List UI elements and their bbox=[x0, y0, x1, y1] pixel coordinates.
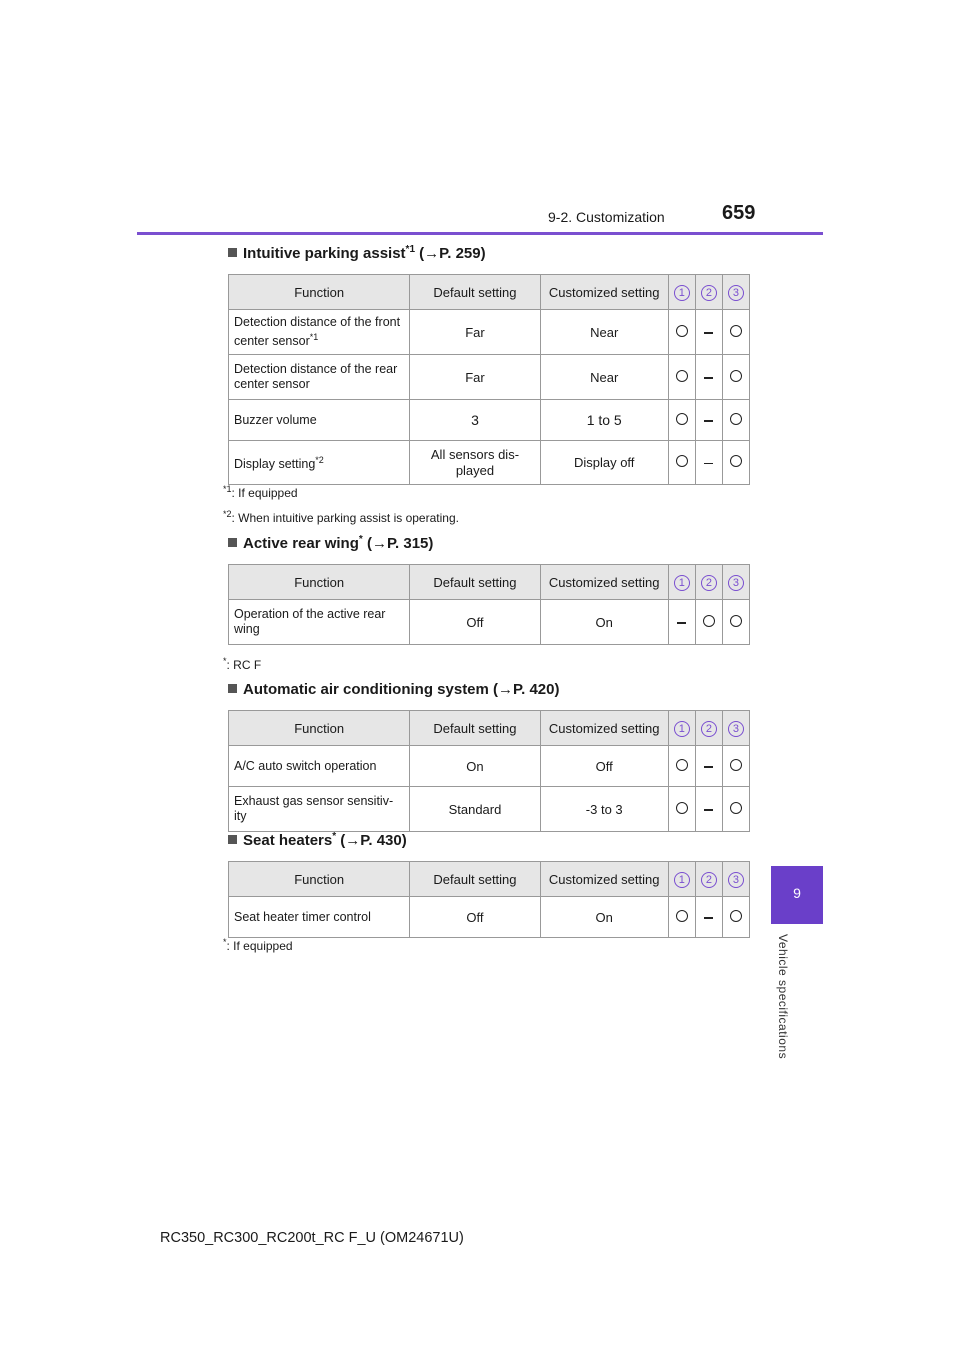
header-default: Default setting bbox=[410, 711, 540, 746]
default-cell: Far bbox=[410, 355, 540, 400]
number-2-icon: 2 bbox=[701, 575, 717, 591]
number-1-icon: 1 bbox=[674, 721, 690, 737]
section-title-seat-heaters: Seat heaters* (→P. 430) bbox=[228, 831, 407, 849]
square-bullet-icon bbox=[228, 684, 237, 693]
table-row bbox=[229, 355, 750, 400]
unavailable-mark-icon bbox=[704, 377, 713, 379]
header-function: Function bbox=[229, 711, 410, 746]
chapter-tab: 9 bbox=[771, 866, 823, 924]
header-divider bbox=[137, 232, 823, 235]
available-mark-icon bbox=[730, 370, 742, 382]
available-mark-icon bbox=[730, 455, 742, 467]
unavailable-mark-icon bbox=[677, 622, 686, 624]
number-3-icon: 3 bbox=[728, 575, 744, 591]
available-mark-icon bbox=[676, 370, 688, 382]
available-mark-icon bbox=[676, 413, 688, 425]
table-header-row bbox=[229, 565, 750, 600]
header-default: Default setting bbox=[410, 275, 540, 310]
table-row bbox=[229, 600, 750, 645]
unavailable-mark-icon bbox=[704, 809, 713, 811]
table-row bbox=[229, 897, 750, 938]
header-customized: Customized setting bbox=[540, 711, 668, 746]
square-bullet-icon bbox=[228, 538, 237, 547]
customized-cell: On bbox=[540, 600, 668, 645]
table-header-row bbox=[229, 862, 750, 897]
table-row bbox=[229, 400, 750, 441]
air-conditioning-table bbox=[228, 710, 750, 832]
default-cell: Off bbox=[410, 897, 540, 938]
available-mark-icon bbox=[676, 455, 688, 467]
function-cell: Buzzer volume bbox=[229, 400, 410, 441]
function-cell: Detection distance of the rear center sensor bbox=[229, 355, 410, 400]
header-function: Function bbox=[229, 275, 410, 310]
default-cell: Off bbox=[410, 600, 540, 645]
default-cell: 3 bbox=[410, 400, 540, 441]
header-function: Function bbox=[229, 862, 410, 897]
unavailable-mark-icon bbox=[704, 420, 713, 422]
function-cell: Operation of the active rear wing bbox=[229, 600, 410, 645]
available-mark-icon bbox=[676, 802, 688, 814]
default-cell: On bbox=[410, 746, 540, 787]
function-cell: A/C auto switch operation bbox=[229, 746, 410, 787]
unavailable-mark-icon bbox=[704, 332, 713, 334]
available-mark-icon bbox=[676, 910, 688, 922]
default-cell: Far bbox=[410, 310, 540, 355]
header-customized: Customized setting bbox=[540, 565, 668, 600]
default-cell: Standard bbox=[410, 787, 540, 832]
table-header-row bbox=[229, 711, 750, 746]
customized-cell: Near bbox=[540, 310, 668, 355]
chapter-label: Vehicle specifications bbox=[776, 934, 790, 1060]
customized-cell: Near bbox=[540, 355, 668, 400]
table-row bbox=[229, 441, 750, 485]
available-mark-icon bbox=[703, 615, 715, 627]
customized-cell: On bbox=[540, 897, 668, 938]
page-number: 659 bbox=[722, 202, 756, 224]
number-2-icon: 2 bbox=[701, 285, 717, 301]
section-heading: 9-2. Customization bbox=[548, 209, 665, 225]
available-mark-icon bbox=[676, 325, 688, 337]
active-rear-wing-table bbox=[228, 564, 750, 645]
document-code: RC350_RC300_RC200t_RC F_U (OM24671U) bbox=[160, 1230, 464, 1246]
default-cell: All sensors dis-played bbox=[410, 441, 540, 485]
available-mark-icon bbox=[730, 802, 742, 814]
number-1-icon: 1 bbox=[674, 575, 690, 591]
customized-cell: 1 to 5 bbox=[540, 400, 668, 441]
square-bullet-icon bbox=[228, 248, 237, 257]
number-2-icon: 2 bbox=[701, 872, 717, 888]
seat-heaters-table bbox=[228, 861, 750, 938]
unavailable-mark-icon bbox=[704, 917, 713, 919]
number-3-icon: 3 bbox=[728, 872, 744, 888]
page-reference[interactable]: (→P. 315) bbox=[366, 535, 434, 552]
function-cell: Display setting$^{*2}$ bbox=[229, 441, 410, 485]
number-1-icon: 1 bbox=[674, 285, 690, 301]
section-title-air-conditioning: Automatic air conditioning system (→P. 420) bbox=[228, 681, 559, 698]
number-3-icon: 3 bbox=[728, 721, 744, 737]
available-mark-icon bbox=[730, 615, 742, 627]
header-customized: Customized setting bbox=[540, 862, 668, 897]
customized-cell: -3 to 3 bbox=[540, 787, 668, 832]
available-mark-icon bbox=[730, 413, 742, 425]
function-cell: Seat heater timer control bbox=[229, 897, 410, 938]
page-reference[interactable]: (→P. 430) bbox=[340, 832, 407, 849]
unavailable-mark-icon bbox=[704, 766, 713, 768]
parking-assist-table bbox=[228, 274, 750, 485]
number-1-icon: 1 bbox=[674, 872, 690, 888]
table-row bbox=[229, 310, 750, 355]
available-mark-icon bbox=[730, 325, 742, 337]
table-row bbox=[229, 787, 750, 832]
function-cell: Detection distance of the front center sensor$^{*1}$ bbox=[229, 310, 410, 355]
available-mark-icon bbox=[730, 759, 742, 771]
page-reference[interactable]: (→P. 420) bbox=[493, 681, 560, 698]
table-header-row bbox=[229, 275, 750, 310]
available-mark-icon bbox=[730, 910, 742, 922]
header-customized: Customized setting bbox=[540, 275, 668, 310]
footnote: *: RC F bbox=[223, 656, 262, 672]
page-reference[interactable]: (→P. 259) bbox=[419, 245, 486, 262]
footnote: *: If equipped bbox=[223, 937, 293, 953]
footnote: $^{*1}$: If equipped bbox=[223, 484, 298, 500]
header-default: Default setting bbox=[410, 565, 540, 600]
customized-cell: Display off bbox=[540, 441, 668, 485]
customized-cell: Off bbox=[540, 746, 668, 787]
square-bullet-icon bbox=[228, 835, 237, 844]
number-2-icon: 2 bbox=[701, 721, 717, 737]
section-title-active-rear-wing: Active rear wing* (→P. 315) bbox=[228, 534, 433, 552]
number-3-icon: 3 bbox=[728, 285, 744, 301]
footnote: $^{*2}$: When intuitive parking assist is operating. bbox=[223, 509, 459, 525]
header-default: Default setting bbox=[410, 862, 540, 897]
section-title-parking-assist: Intuitive parking assist$^{*1}$ (→P. 259) bbox=[228, 244, 486, 262]
available-mark-icon bbox=[676, 759, 688, 771]
header-function: Function bbox=[229, 565, 410, 600]
table-row bbox=[229, 746, 750, 787]
unavailable-mark-icon bbox=[704, 463, 713, 465]
function-cell: Exhaust gas sensor sensitiv-ity bbox=[229, 787, 410, 832]
